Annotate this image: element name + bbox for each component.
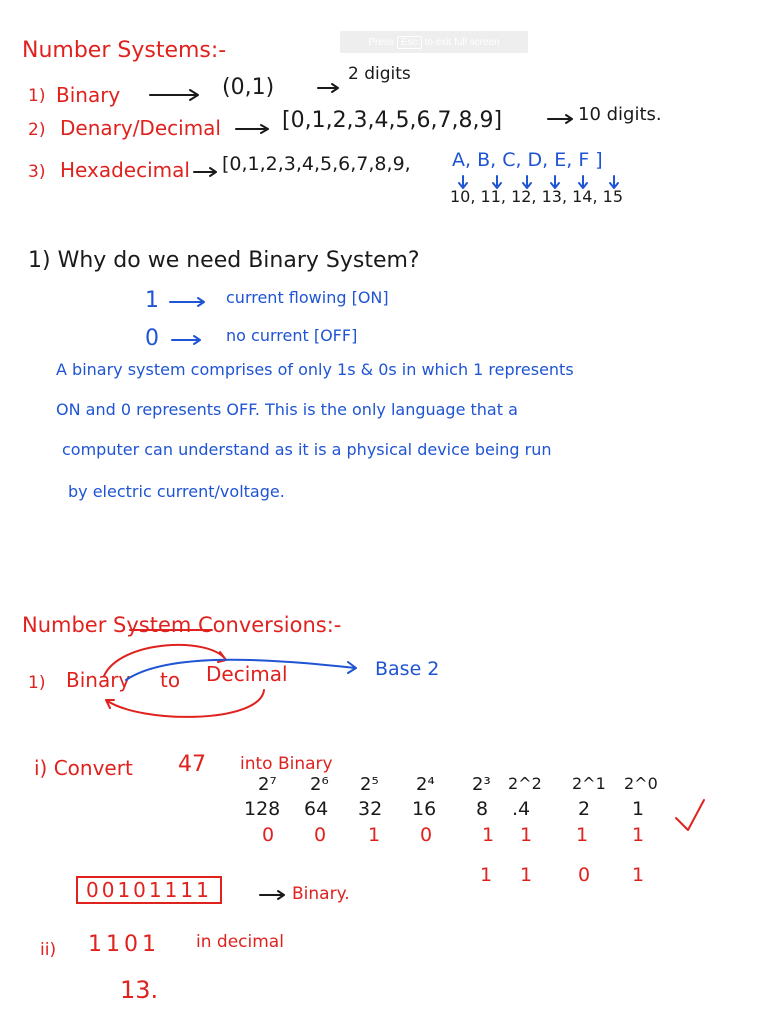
- item-hex-name: Hexadecimal: [60, 158, 190, 182]
- arrow-result: [260, 891, 284, 899]
- place-value-cell: 128: [244, 798, 281, 820]
- conv-item-target: Decimal: [206, 662, 288, 686]
- esc-key: Esc: [397, 36, 422, 49]
- para-line-4: by electric current/voltage.: [68, 482, 285, 501]
- bit-cell: 1: [576, 824, 589, 846]
- bit-cell: 1: [482, 824, 495, 846]
- convert2-value: 1101: [88, 932, 160, 957]
- convert2-label: ii): [40, 940, 57, 960]
- place-value-cell: 64: [304, 798, 329, 820]
- power-cell: 2^2: [508, 774, 542, 793]
- para-line-2: ON and 0 represents OFF. This is the only language that a: [56, 400, 518, 419]
- power-cell: 2⁴: [416, 774, 435, 795]
- bit-cell: 0: [578, 864, 591, 886]
- convert-label: i) Convert: [34, 756, 133, 780]
- binary-zero-text: no current [OFF]: [226, 326, 358, 345]
- convert-into: into Binary: [240, 754, 333, 774]
- arrow-decimal: [236, 125, 268, 133]
- arrow-one: [170, 298, 204, 306]
- item-hex-letters: A, B, C, D, E, F ]: [452, 149, 603, 171]
- power-cell: 2^1: [572, 774, 606, 793]
- check-mark-icon: [676, 800, 704, 830]
- item-binary-num: 1): [28, 86, 46, 106]
- hex-down-arrows: [459, 176, 618, 188]
- arrow-hex: [194, 168, 216, 176]
- para-line-1: A binary system comprises of only 1s & 0s in which 1 represents: [56, 360, 574, 379]
- item-decimal-value: [0,1,2,3,4,5,6,7,8,9]: [282, 108, 503, 133]
- hint-suffix: to exit full screen: [424, 36, 500, 48]
- item-binary-note: 2 digits: [348, 64, 411, 84]
- conv-item-num: 1): [28, 673, 46, 693]
- power-cell: 2³: [472, 774, 491, 795]
- section-title-number-systems: Number Systems:-: [22, 38, 227, 63]
- conv-item-to: to: [160, 668, 181, 692]
- bit-cell: 1: [368, 824, 381, 846]
- conv-item-from: Binary: [66, 668, 131, 692]
- bit-cell: 0: [314, 824, 327, 846]
- why-question: 1) Why do we need Binary System?: [28, 248, 420, 273]
- arrow-binary: [150, 90, 198, 100]
- place-value-cell: .4: [512, 798, 531, 820]
- power-cell: 2⁶: [310, 774, 329, 795]
- arrow-decimal-note: [548, 115, 572, 123]
- power-cell: 2⁵: [360, 774, 379, 795]
- place-value-cell: 1: [632, 798, 645, 820]
- item-decimal-name: Denary/Decimal: [60, 116, 221, 140]
- item-decimal-note: 10 digits.: [578, 104, 662, 125]
- section-title-conversions: Number System Conversions:-: [22, 613, 342, 637]
- place-value-cell: 2: [578, 798, 591, 820]
- arrow-binary-note: [318, 84, 338, 92]
- para-line-3: computer can understand as it is a physical device being run: [62, 440, 552, 459]
- binary-result-label: Binary.: [292, 884, 350, 904]
- item-hex-value: [0,1,2,3,4,5,6,7,8,9,: [222, 153, 411, 175]
- item-hex-num: 3): [28, 162, 46, 182]
- convert-number: 47: [178, 752, 206, 777]
- item-binary-value: (0,1): [222, 75, 275, 100]
- arrow-base2: [126, 660, 356, 680]
- arrow-zero: [172, 336, 200, 344]
- item-decimal-num: 2): [28, 120, 46, 140]
- convert2-in-text: in decimal: [196, 932, 284, 952]
- curve-arrow-bottom: [106, 690, 264, 717]
- bit-cell: 0: [262, 824, 275, 846]
- place-value-cell: 16: [412, 798, 437, 820]
- hint-press: Press: [368, 36, 394, 48]
- binary-zero: 0: [145, 326, 159, 351]
- power-cell: 2^0: [624, 774, 658, 793]
- place-value-cell: 8: [476, 798, 489, 820]
- item-binary-name: Binary: [56, 83, 121, 107]
- convert2-answer: 13.: [120, 976, 159, 1004]
- binary-result-box: 00101111: [76, 876, 222, 904]
- power-cell: 2⁷: [258, 774, 277, 795]
- binary-one-text: current flowing [ON]: [226, 288, 389, 307]
- item-hex-values: 10, 11, 12, 13, 14, 15: [450, 187, 624, 206]
- bit-cell: 1: [632, 864, 645, 886]
- bit-cell: 1: [632, 824, 645, 846]
- base-note: Base 2: [375, 658, 440, 680]
- bit-cell: 0: [420, 824, 433, 846]
- place-value-cell: 32: [358, 798, 383, 820]
- binary-one: 1: [145, 288, 159, 313]
- bit-cell: 1: [520, 864, 533, 886]
- bit-cell: 1: [520, 824, 533, 846]
- bit-cell: 1: [480, 864, 493, 886]
